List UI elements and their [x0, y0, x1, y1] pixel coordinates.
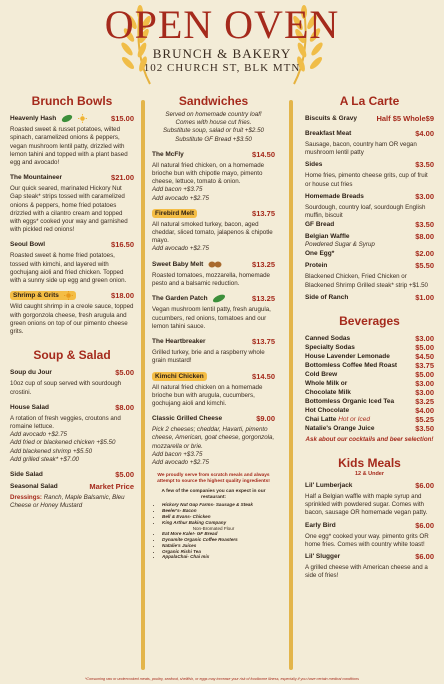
menu-item-seoul-bowl: [10, 240, 134, 249]
menu-item-garden-patch: [152, 294, 275, 303]
supplier-item: • Organic Rishi Tea: [162, 549, 275, 555]
menu-item-soup-du-jour: [10, 368, 134, 377]
peanut-icon: [208, 260, 222, 269]
section-title-soup-salad: Soup & Salad: [33, 348, 111, 363]
item-description: Wild caught shrimp in a creole sauce, topped with gorgonzola cheese, fresh arugula and green onions on top of our pimento cheese grits.: [10, 303, 134, 336]
item-name: GF Bread: [305, 221, 335, 229]
menu-item-belgian-waffle: [305, 232, 434, 241]
item-addon: Add avocado +$2.75: [10, 431, 67, 439]
item-name: Classic Grilled Cheese: [152, 415, 223, 423]
menu-item-shrimp-grits: [10, 291, 134, 300]
item-name: Heavenly Hash: [10, 114, 87, 123]
supplier-item: • AppalaChai- Chai mix: [162, 554, 275, 560]
item-description: 10oz cup of soup served with sourdough crostini.: [10, 380, 122, 396]
item-price: $5.50: [415, 261, 434, 271]
sandwich-intro: Comes with house cut fries.: [175, 119, 252, 127]
beverage-row: Bottomless Coffee Med Roast $3.75: [305, 360, 434, 370]
item-name: Side of Ranch: [305, 293, 349, 301]
item-description: Home fries, pimento cheese grits, cup of fruit or house cut fries: [305, 172, 428, 188]
menu-item-one-egg: [305, 249, 434, 258]
beverage-list: [305, 334, 434, 433]
supplier-item: • Bell & Evans- Chicken: [162, 514, 275, 520]
item-price: $4.00: [415, 129, 434, 138]
item-name: Protein: [305, 262, 328, 270]
item-description: All natural fried chicken on a homemade brioche bun with arugula, cucumbers, gochujang aioli and kimchi.: [152, 383, 263, 407]
item-description: Half a Belgian waffle with maple syrup and sprinkled with powdered sugar. Comes with bacon, sausage OR homemade vegan patty.: [305, 493, 428, 517]
supplier-item: • Eat More Kale!- GF Bread: [162, 531, 275, 537]
item-price: $6.00: [415, 552, 434, 562]
item-name: House Salad: [10, 403, 50, 411]
beverage-row: Chocolate Milk $3.00: [305, 387, 434, 397]
item-addon: Add grilled steak* +$7.00: [10, 455, 79, 463]
item-description: Sourdough, country loaf, sourdough English muffin, biscuit: [305, 203, 426, 220]
menu-item-firebird-melt: [152, 209, 275, 218]
menu-item-heavenly-hash: [10, 114, 134, 123]
section-title-kids: Kids Meals: [338, 456, 401, 471]
item-price: $13.25: [252, 259, 275, 269]
item-description: Powdered Sugar & Syrup: [305, 241, 375, 249]
item-price: $8.00: [115, 402, 134, 412]
menu-item-seasonal-salad: [10, 482, 134, 491]
menu-item-house-salad: [10, 403, 134, 412]
restaurant-subtitle: BRUNCH & BAKERY: [152, 46, 292, 61]
item-price: $3.50: [415, 160, 434, 170]
beverage-row: Hot Chocolate $4.00: [305, 405, 434, 415]
supplier-heading: A few of the companies you can expect in our restaurant:: [161, 488, 266, 500]
column-right: [305, 94, 434, 580]
menu-item-lil-lumberjack: [305, 481, 434, 490]
item-price: $5.00: [115, 469, 134, 479]
cocktail-note: Ask about our cocktails and beer selection!: [305, 435, 434, 443]
sun-icon: [78, 114, 87, 123]
menu-item-protein: [305, 261, 434, 270]
column-divider: [289, 100, 293, 670]
menu-item-lil-slugger: [305, 552, 434, 561]
column-divider: [141, 100, 145, 670]
kids-age-note: 12 & Under: [354, 471, 385, 478]
menu-item-homemade-breads: [305, 192, 434, 201]
item-description: All natural fried chicken, on a homemade brioche bun with chipotle mayo, pimento cheese, lettuce, tomato & onion.: [152, 161, 265, 186]
item-addon: Add avocado +$2.75: [152, 194, 209, 202]
menu-item-heartbreaker: [152, 337, 275, 346]
beverage-row: Natalie's Orange Juice $3.50: [305, 423, 434, 433]
sandwich-intro: Served on homemade country loaf!: [165, 111, 262, 118]
item-name: The Mountaineer: [10, 174, 63, 182]
restaurant-address: 102 CHURCH ST, BLK MTN: [143, 62, 301, 74]
item-name: Homemade Breads: [305, 192, 364, 200]
item-price: Half $5 Whole$9: [376, 114, 434, 123]
item-price: $8.00: [415, 232, 434, 242]
item-name: One Egg*: [305, 250, 335, 258]
dressings-label: Dressings:: [10, 493, 42, 501]
sun-icon: [64, 291, 73, 300]
supplier-item: • Hickory Nut Gap Farms- Sausage & Steak: [162, 502, 275, 508]
item-name: Biscuits & Gravy: [305, 115, 358, 122]
supplier-list: [152, 473, 275, 560]
supplier-item: • Beeler's- Bacon: [162, 508, 275, 514]
column-left: [10, 94, 134, 510]
item-price: Market Price: [89, 481, 134, 491]
item-price: $14.50: [252, 149, 275, 159]
section-title-beverages: Beverages: [339, 313, 400, 328]
item-name: Side Salad: [10, 470, 43, 478]
item-price: $2.00: [415, 249, 434, 259]
item-name: Seoul Bowl: [10, 241, 46, 249]
item-description: All natural smoked turkey, bacon, aged cheddar, sliced tomato, jalapenos & chipotle mayo.: [152, 220, 273, 245]
leaf-icon: [212, 294, 226, 303]
item-name: Sides: [305, 161, 323, 169]
item-description: A rotation of fresh veggies, croutons and romaine lettuce.: [10, 414, 121, 430]
item-addon: Add bacon +$3.75: [152, 450, 203, 458]
section-title-sandwiches: Sandwiches: [178, 94, 249, 108]
item-description: Grilled turkey, brie and a raspberry whole grain mustard!: [152, 349, 265, 365]
menu-item-gf-bread: [305, 220, 434, 229]
item-price: $5.00: [115, 368, 134, 378]
menu-item-side-salad: [10, 470, 134, 479]
item-addon: Add avocado +$2.75: [152, 458, 209, 466]
item-description: Roasted tomatoes, mozzarella, homemade pesto and a balsamic reduction.: [152, 271, 270, 288]
item-price: $16.50: [111, 240, 134, 250]
supplier-item: • King Arthur Baking Company Non-Bromated Flour: [162, 520, 275, 532]
item-name: Soup du Jour: [10, 369, 52, 377]
item-description: Vegan mushroom lentil patty, fresh arugula, cucumbers, red onions, tomatoes and our lemon tahini sauce.: [152, 306, 271, 330]
item-name: The Garden Patch: [152, 294, 226, 303]
item-price: $3.50: [415, 220, 434, 230]
supplier-note: Non-Bromated Flour: [192, 525, 235, 531]
item-price: $6.00: [415, 481, 434, 491]
item-name: Firebird Melt: [152, 209, 197, 218]
item-addon: Add fried or blackened chicken +$5.50: [10, 439, 116, 447]
beverage-row: House Lavender Lemonade $4.50: [305, 351, 434, 361]
beverage-row: Canned Sodas $3.00: [305, 333, 434, 343]
item-name: Kimchi Chicken: [152, 372, 207, 381]
item-price: $1.00: [415, 292, 434, 302]
menu-item-mountaineer: [10, 173, 134, 182]
item-description: A grilled cheese with American cheese and a side of fries!: [305, 564, 428, 580]
supplier-intro: We proudly serve from scratch meals and always attempt to source the highest quality ingredients!: [157, 473, 270, 484]
leaf-icon: [61, 114, 73, 123]
beverage-row: Specialty Sodas $5.00: [305, 342, 434, 352]
sandwich-intro: Substitute GF Bread +$3.50: [175, 135, 252, 143]
item-price: $18.00: [111, 291, 134, 301]
health-disclaimer: *Consuming raw or undercooked meats, poultry, seafood, shellfish, or eggs may increase your risk of foodborne illness, especially if you have certain medical conditions: [85, 677, 359, 681]
item-name: Lil' Lumberjack: [305, 482, 353, 490]
item-price: $15.00: [111, 114, 134, 124]
item-name: Early Bird: [305, 521, 336, 529]
item-addon: Add blackened shrimp +$5.50: [10, 447, 93, 455]
item-price: $13.75: [252, 208, 275, 218]
item-name: The McFly: [152, 150, 184, 158]
item-description: Blackened Chicken, Fried Chicken or Blackened Shrimp Grilled steak* strip +$1.50: [305, 273, 428, 289]
item-name: The Heartbreaker: [152, 338, 206, 346]
item-addon: Add bacon +$3.75: [152, 186, 203, 194]
menu-item-early-bird: [305, 521, 434, 530]
beverage-row: Cold Brew $5.00: [305, 369, 434, 379]
item-price: $13.75: [252, 337, 275, 347]
menu-item-biscuits-gravy: [305, 114, 434, 123]
menu-item-breakfast-meat: [305, 129, 434, 138]
supplier-item: • Dynamite Organic Coffee Roasters: [162, 537, 275, 543]
item-description: Pick 2 cheeses; cheddar, Havarti, pimento cheese, American, goat cheese, gorgonzola, mozzarella or brie.: [152, 426, 275, 450]
item-name: Breakfast Meat: [305, 130, 352, 137]
section-title-a-la-carte: A La Carte: [339, 94, 400, 108]
item-price: $6.00: [415, 520, 434, 530]
item-description: Sausage, bacon, country ham OR vegan mushroom lentil patty: [305, 141, 417, 157]
item-price: $3.00: [415, 191, 434, 201]
item-name: Belgian Waffle: [305, 233, 350, 241]
item-price: $13.25: [252, 294, 275, 304]
dressings-list: Ranch, Maple Balsamic, Bleu Cheese or Honey Mustard: [10, 493, 125, 510]
item-description: Our quick seared, marinated Hickory Nut Gap steak* strips tossed with caramelized onions & peppers, home fried potatoes drizzled with a cilantro cream and topped with eggs* cooked your way and garnished with pickled red onions!: [10, 185, 128, 234]
column-middle: [152, 94, 275, 560]
item-price: $14.50: [252, 371, 275, 381]
item-description: Roasted sweet & home fried potatoes, tossed with kimchi, and layered with gochujang aioli and fried chicken. Topped with a sunny side up egg and green onion.: [10, 252, 127, 285]
item-price: $9.00: [256, 414, 275, 424]
menu-item-grilled-cheese: [152, 414, 275, 423]
item-name: Lil' Slugger: [305, 553, 341, 561]
beverage-row: Bottomless Organic Iced Tea $3.25: [305, 396, 434, 406]
item-description: Roasted sweet & russet potatoes, wilted spinach, caramelized onions & peppers, vegan mushroom lentil patty, drizzled with lemon tahini and topped with a plant based egg and avocado!: [10, 126, 128, 167]
beverage-row: Whole Milk or $3.00: [305, 378, 434, 388]
beverage-row: Chai Latte Hot or Iced $5.25: [305, 414, 434, 424]
menu-item-mcfly: [152, 150, 275, 159]
item-name: Sweet Baby Melt: [152, 260, 222, 269]
restaurant-title: OPEN OVEN: [104, 2, 340, 47]
section-title-brunch: Brunch Bowls: [31, 94, 113, 108]
menu-item-sweet-baby-melt: [152, 260, 275, 269]
menu-item-sides: [305, 160, 434, 169]
item-addon: Add avocado +$2.75: [152, 245, 209, 253]
item-price: $21.00: [111, 173, 134, 183]
menu-item-kimchi-chicken: [152, 372, 275, 381]
sandwich-intro: Substitute soup, salad or fruit +$2.50: [163, 127, 264, 135]
item-name: Seasonal Salad: [10, 482, 58, 490]
dressings-info: [10, 494, 134, 510]
item-name: Shrimp & Grits: [10, 291, 76, 300]
menu-header: [0, 4, 444, 75]
item-description: One egg* cooked your way. pimento grits OR home fries. Comes with country white toast!: [305, 532, 429, 548]
supplier-item: • Natalie's Juices: [162, 543, 275, 549]
menu-item-side-of-ranch: [305, 293, 434, 302]
